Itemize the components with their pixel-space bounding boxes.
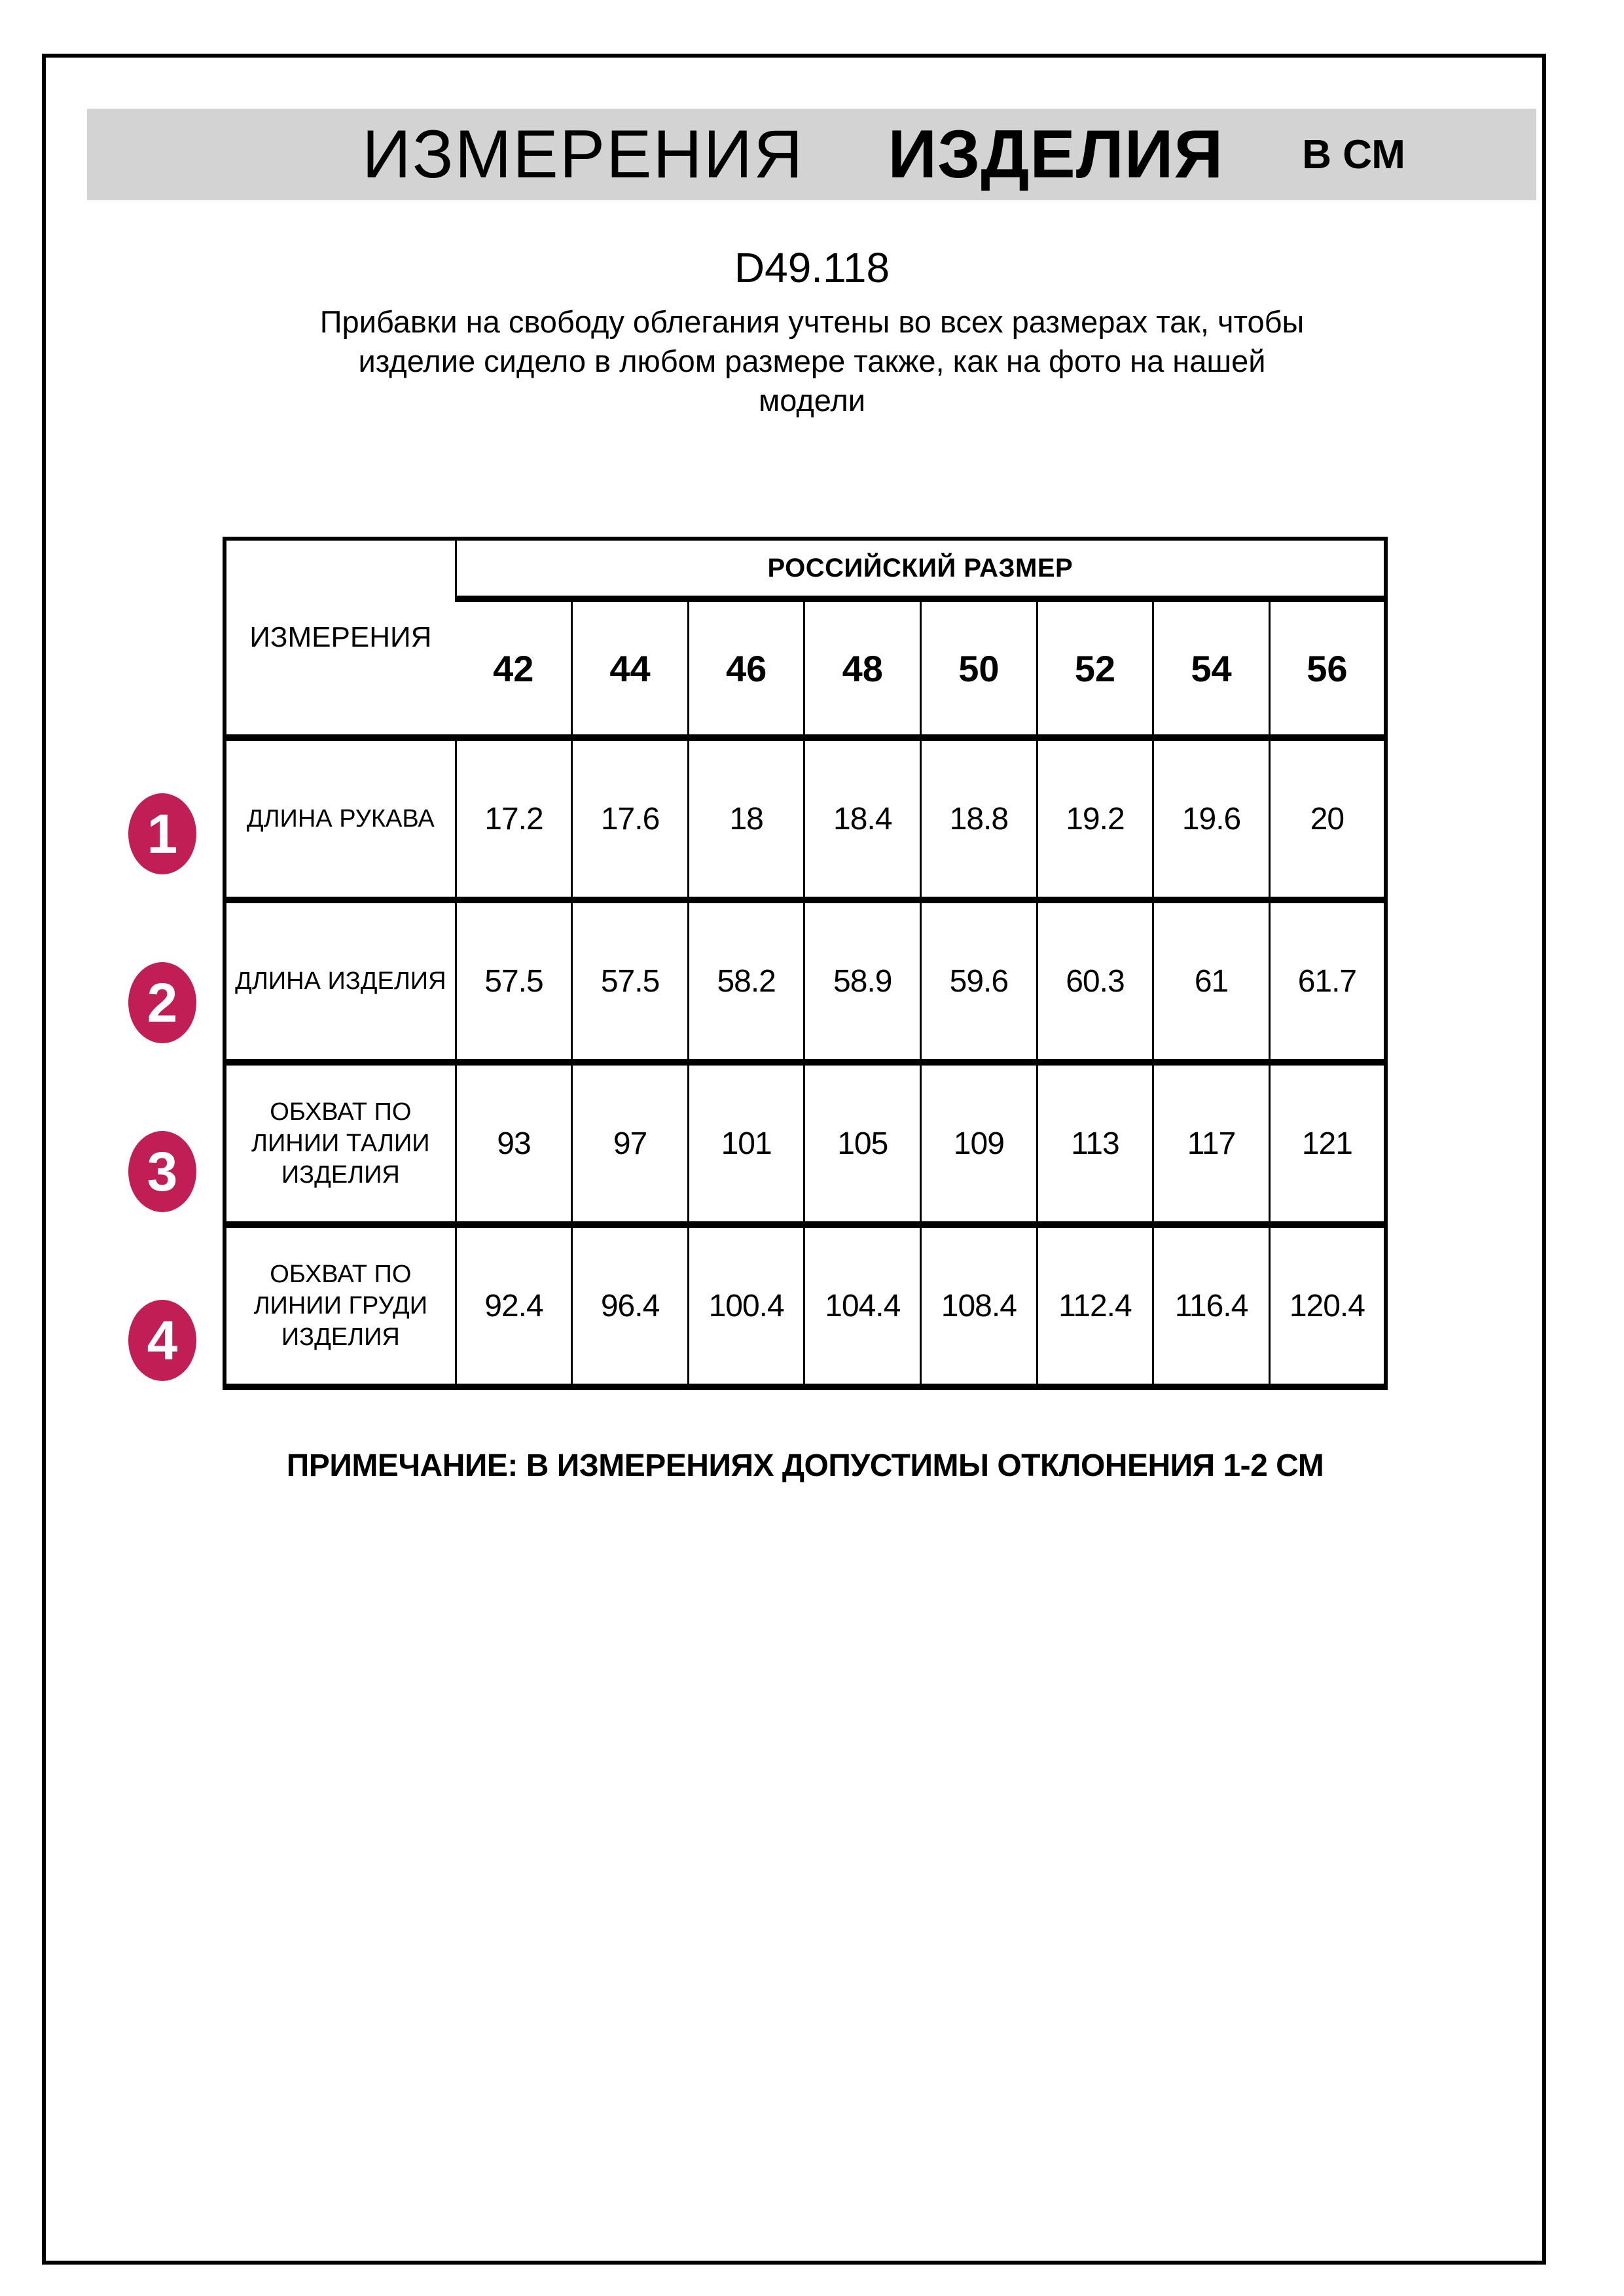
size-table xyxy=(223,537,1388,1390)
table-row-chest-girth xyxy=(225,1225,1386,1387)
size-42: 42 xyxy=(456,599,572,738)
intro-paragraph xyxy=(0,302,1624,420)
title-unit-cm: В СМ xyxy=(1302,132,1405,177)
badge-number: 2 xyxy=(147,971,178,1033)
row-number-badge-4 xyxy=(128,1300,196,1381)
note-text: ПРИМЕЧАНИЕ: В ИЗМЕРЕНИЯХ ДОПУСТИМЫ ОТКЛОНЕНИЯ 1-2 СМ xyxy=(286,1448,1324,1483)
row-number-badge-2 xyxy=(128,962,196,1043)
cell-value: 18.8 xyxy=(921,738,1038,900)
title-bar xyxy=(87,109,1536,200)
cell-value: 61 xyxy=(1153,900,1270,1062)
cell-value: 17.6 xyxy=(572,738,689,900)
cell-value: 93 xyxy=(456,1062,572,1225)
badge-number: 3 xyxy=(147,1140,178,1202)
table-row-waist-girth xyxy=(225,1062,1386,1225)
intro-line-3: модели xyxy=(758,383,866,418)
cell-value: 96.4 xyxy=(572,1225,689,1387)
cell-value: 20 xyxy=(1269,738,1386,900)
cell-value: 97 xyxy=(572,1062,689,1225)
cell-value: 108.4 xyxy=(921,1225,1038,1387)
cell-value: 57.5 xyxy=(572,900,689,1062)
size-52: 52 xyxy=(1037,599,1153,738)
badge-number: 1 xyxy=(147,802,178,865)
row-label: ДЛИНА ИЗДЕЛИЯ xyxy=(225,900,456,1062)
table-row-product-length xyxy=(225,900,1386,1062)
cell-value: 58.9 xyxy=(804,900,921,1062)
cell-value: 92.4 xyxy=(456,1225,572,1387)
cell-value: 113 xyxy=(1037,1062,1153,1225)
cell-value: 120.4 xyxy=(1269,1225,1386,1387)
cell-value: 59.6 xyxy=(921,900,1038,1062)
cell-value: 19.6 xyxy=(1153,738,1270,900)
cell-value: 121 xyxy=(1269,1062,1386,1225)
cell-value: 109 xyxy=(921,1062,1038,1225)
cell-value: 112.4 xyxy=(1037,1225,1153,1387)
size-46: 46 xyxy=(688,599,804,738)
cell-value: 100.4 xyxy=(688,1225,804,1387)
badge-number: 4 xyxy=(147,1309,178,1371)
cell-value: 57.5 xyxy=(456,900,572,1062)
title-measurements: ИЗМЕРЕНИЯ xyxy=(362,116,804,192)
row-number-badge-1 xyxy=(128,793,196,874)
size-48: 48 xyxy=(804,599,921,738)
size-54: 54 xyxy=(1153,599,1270,738)
cell-value: 58.2 xyxy=(688,900,804,1062)
intro-line-1: Прибавки на свободу облегания учтены во всех размерах так, чтобы xyxy=(319,304,1305,339)
table-row-sleeve-length xyxy=(225,738,1386,900)
cell-value: 117 xyxy=(1153,1062,1270,1225)
intro-line-2: изделие сидело в любом размере также, как на фото на нашей xyxy=(358,344,1266,378)
row-label: ДЛИНА РУКАВА xyxy=(225,738,456,900)
cell-value: 101 xyxy=(688,1062,804,1225)
model-code: D49.118 xyxy=(734,244,890,291)
row-label: ОБХВАТ ПО ЛИНИИ ТАЛИИ ИЗДЕЛИЯ xyxy=(225,1062,456,1225)
size-44: 44 xyxy=(572,599,689,738)
cell-value: 60.3 xyxy=(1037,900,1153,1062)
cell-value: 105 xyxy=(804,1062,921,1225)
row-number-badge-3 xyxy=(128,1131,196,1212)
size-50: 50 xyxy=(921,599,1038,738)
cell-value: 19.2 xyxy=(1037,738,1153,900)
cell-value: 17.2 xyxy=(456,738,572,900)
cell-value: 18.4 xyxy=(804,738,921,900)
russian-size-header: РОССИЙСКИЙ РАЗМЕР xyxy=(456,539,1386,599)
cell-value: 61.7 xyxy=(1269,900,1386,1062)
cell-value: 18 xyxy=(688,738,804,900)
title-product: ИЗДЕЛИЯ xyxy=(888,116,1224,192)
cell-value: 116.4 xyxy=(1153,1225,1270,1387)
size-56: 56 xyxy=(1269,599,1386,738)
cell-value: 104.4 xyxy=(804,1225,921,1387)
measurements-column-header: ИЗМЕРЕНИЯ xyxy=(225,539,456,738)
row-label: ОБХВАТ ПО ЛИНИИ ГРУДИ ИЗДЕЛИЯ xyxy=(225,1225,456,1387)
